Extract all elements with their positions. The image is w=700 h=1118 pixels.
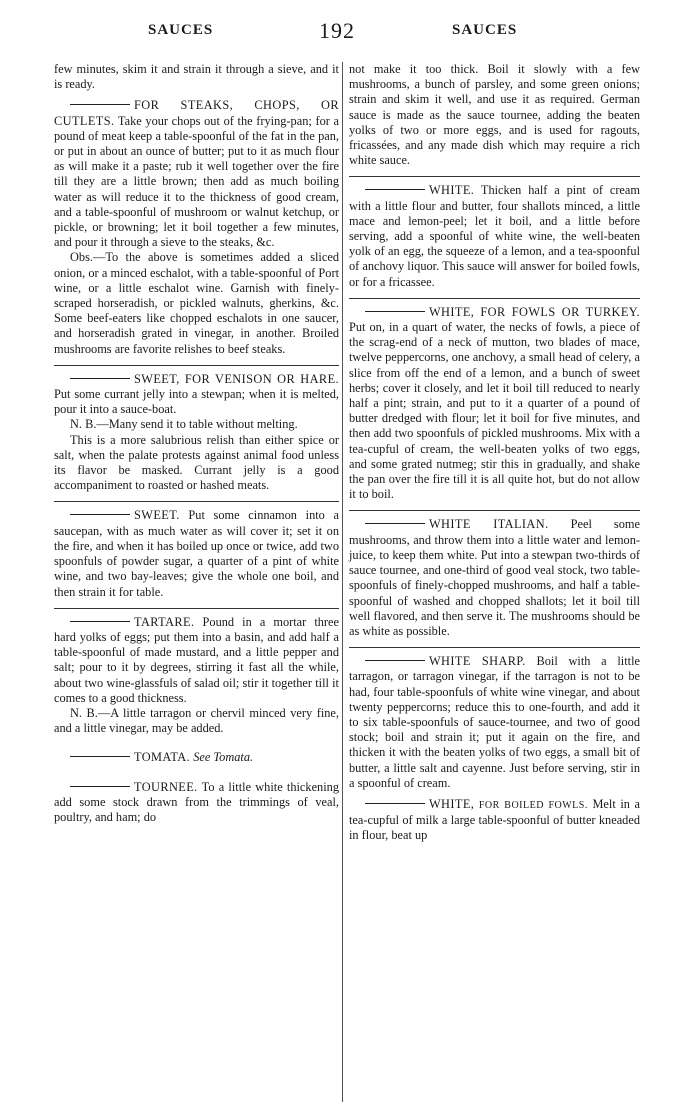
- section-rule: [349, 647, 640, 648]
- entry-heading: TOMATA.: [134, 750, 191, 765]
- entry-body: Put on, in a quart of water, the necks of fowls, a piece of the scrag-end of a neck of mutton, two blades of mace, twelve peppercorns, one anchovy, a small head of celery, a slice from off the end of a lemon, and a bunch of sweet herbs; cover it closely, and let it boil till reduced to nearly half a pint; strain, and put to it a quarter of a pound of butter dredged with flour; let it boil for five minutes, and then add two spoonfuls of pickled mushrooms. Mix with a tea-cupful of cream, the well-beaten yolks of two eggs, and some grated nutmeg; stir this in gradually, and shake the pan over the fire till it is all quite hot, but do not allow it to boil.: [349, 320, 640, 502]
- entry-heading: SWEET.: [134, 508, 180, 523]
- ditto-dash: [365, 311, 425, 312]
- entry-heading: TARTARE.: [134, 614, 195, 629]
- entry-heading: FOR STEAKS, CHOPS, OR CUTLETS.: [54, 98, 339, 128]
- cross-reference: See Tomata.: [193, 750, 254, 765]
- entry-heading: WHITE ITALIAN.: [429, 517, 549, 532]
- entry-tartare: [54, 615, 339, 706]
- remark-paragraph: This is a more salubrious relish than either spice or salt, when the palate protests against animal food unless its flavor be masked. Currant jelly is a good accompaniment to roasted or hashed meats.: [54, 432, 339, 493]
- entry-white: [349, 183, 640, 289]
- left-column: [54, 62, 339, 825]
- entry-body: Thicken half a pint of cream with a little flour and butter, four shallots minced, a little mace and lemon-peel; let it boil, and a little before serving, add a spoonful of white wine, the well-beaten yolk of an egg, the squeeze of a lemon, and a tea-spoonful of anchovy liquor. This sauce will answer for boiled fowls, or for a fricassee.: [349, 183, 640, 289]
- page-number: 192: [319, 18, 355, 43]
- entry-white-italian: [349, 517, 640, 639]
- ditto-dash: [365, 523, 425, 524]
- entry-body: Put some cinnamon into a saucepan, with as much water as will cover it; set it on the fire, and when it has boiled up once or twice, add two spoonfuls of powder sugar, a quarter of a pint of white wine, and two bay-leaves; give the whole one boil, and then strain it for table.: [54, 508, 339, 599]
- section-rule: [349, 510, 640, 511]
- continued-paragraph: not make it too thick. Boil it slowly with a few mushrooms, a bunch of parsley, and some green onions; strain and skim it well, and use it as required. German sauce is made as the sauce tournee, adding the beaten yolks of two or more eggs, and is used for ragouts, fricassées, and any made dish which may require a rich white sauce.: [349, 62, 640, 168]
- entry-tomata: [54, 750, 339, 765]
- ditto-dash: [70, 378, 130, 379]
- ditto-dash: [365, 660, 425, 661]
- entry-white-fowls: [349, 305, 640, 503]
- entry-body: Put some currant jelly into a stewpan; when it is melted, pour it into a sauce-boat.: [54, 387, 339, 417]
- entry-heading: WHITE.: [429, 183, 475, 198]
- entry-body: To a little white thickening add some stock drawn from the trimmings of veal, poultry, and ham; do: [54, 779, 339, 824]
- entry-heading: WHITE,: [429, 796, 475, 811]
- ditto-dash: [70, 514, 130, 515]
- entry-body: Boil with a little tarragon, or tarragon vinegar, if the tarragon is not to be had, four table-spoonfuls of white wine vinegar, and about twenty peppercorns; reduce this to one-fourth, and add it to six table-spoonfuls of sauce-tournee, and two of good stock; boil and strain it; put it again on the fire, and thicken it with the beaten yolks of two eggs, a small bit of butter, a little salt and cayenne. Just before serving, stir in a spoonful of cream.: [349, 654, 641, 790]
- section-rule: [349, 176, 640, 177]
- ditto-dash: [70, 786, 130, 787]
- column-divider: [342, 62, 343, 1102]
- note-paragraph: N. B.—A little tarragon or chervil minced very fine, and a little vinegar, may be added.: [54, 705, 339, 736]
- ditto-dash: [70, 621, 130, 622]
- entry-heading: SWEET, FOR VENISON OR HARE.: [134, 371, 339, 386]
- entry-body: Pound in a mortar three hard yolks of eggs; put them into a basin, and add half a table-spoonful of made mustard, and a little pepper and salt; pour to it by degrees, stirring it fast all the while, about two wine-glassfuls of salad oil; stir it together till it comes to a good thickness.: [54, 614, 339, 705]
- entry-body: Peel some mushrooms, and throw them into a little water and lemon-juice, to keep them white. Put into a stewpan two-thirds of sauce tournee, and one-third of good veal stock, two table-spoonfuls of finely-chopped mushrooms, and half a table-spoonful of washed and chopped shallots; let it boil till well flavored, and then serve it. The mushrooms should be as white as possible.: [349, 517, 640, 638]
- ditto-dash: [70, 756, 130, 757]
- section-rule: [54, 365, 339, 366]
- section-rule: [54, 501, 339, 502]
- note-paragraph: N. B.—Many send it to table without melting.: [70, 417, 298, 432]
- entry-white-sharp: [349, 654, 640, 791]
- entry-white-boiled-fowls: [349, 797, 640, 844]
- header-left-title: SAUCES: [148, 22, 214, 38]
- ditto-dash: [365, 189, 425, 190]
- ditto-dash: [365, 803, 425, 804]
- running-header: [0, 18, 700, 48]
- entry-tournee: [54, 780, 339, 826]
- entry-heading: TOURNEE.: [134, 779, 198, 794]
- right-column: [349, 62, 640, 844]
- entry-heading-smallcaps: FOR BOILED FOWLS.: [478, 799, 588, 811]
- observation-paragraph: Obs.—To the above is sometimes added a sliced onion, or a minced eschalot, with a table-spoonful of Port wine, or a little eschalot wine. Garnish with finely-scraped horseradish, or pickled walnuts, gherkins, &c. Some beef-eaters like chopped eschalots in one saucer, and horseradish grated in vinegar, in another. Broiled mushrooms are favorite relishes to beef steaks.: [54, 250, 339, 356]
- continued-paragraph: few minutes, skim it and strain it through a sieve, and it is ready.: [54, 62, 339, 92]
- ditto-dash: [70, 104, 130, 105]
- entry-sweet: [54, 508, 339, 599]
- entry-body: Melt in a tea-cupful of milk a large table-spoonful of butter kneaded in flour, beat up: [349, 796, 640, 843]
- section-rule: [349, 298, 640, 299]
- entry-heading: WHITE, FOR FOWLS OR TURKEY.: [429, 304, 640, 319]
- entry-steaks-chops: [54, 98, 339, 250]
- section-rule: [54, 608, 339, 609]
- entry-heading: WHITE SHARP.: [429, 654, 526, 669]
- entry-sweet-venison: [54, 372, 339, 418]
- entry-body: Take your chops out of the frying-pan; for a pound of meat keep a table-spoonful of the fat in the pan, or put in about an ounce of butter; put to it as much flour as will make it a paste; rub it well together over the fire till they are a little brown; then add as much boiling water as will reduce it to the thickness of good cream, and a table-spoonful of mushroom or walnut ketchup, or pickle, or browning; let it boil together a few minutes, and pour it through a sieve to the steaks, &c.: [54, 113, 339, 250]
- header-right-title: SAUCES: [452, 22, 518, 38]
